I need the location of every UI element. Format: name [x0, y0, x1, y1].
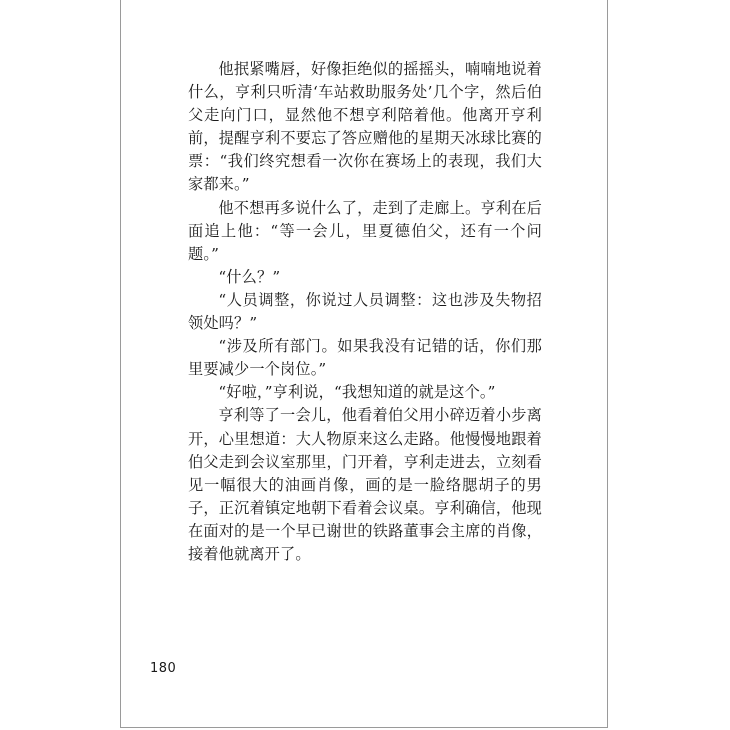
paragraph: “涉及所有部门。如果我没有记错的话，你们那里要减少一个岗位。”: [188, 337, 542, 379]
paragraph: 他不想再多说什么了，走到了走廊上。亨利在后面追上他：“等一会儿，里夏德伯父，还有一个问题。”: [188, 198, 542, 263]
paragraph: “好啦，”亨利说，“我想知道的就是这个。”: [218, 383, 496, 402]
page-number: 180: [150, 661, 177, 676]
paragraph: 他抿紧嘴唇，好像拒绝似的摇摇头，喃喃地说着什么，亨利只听清‘车站救助服务处’几个字，然后伯父走向门口，显然他不想亨利陪着他。他离开亨利前，提醒亨利不要忘了答应赠他的星期天冰球比赛的票：“我们终究想看一次你在赛场上的表现，我们大家都来。”: [188, 60, 542, 194]
body-text: [188, 58, 542, 566]
paragraph: 亨利等了一会儿，他看着伯父用小碎迈着小步离开，心里想道：大人物原来这么走路。他慢慢地跟着伯父走到会议室那里，门开着，亨利走进去，立刻看见一幅很大的油画肖像，画的是一脸络腮胡子的男子，正沉着镇定地朝下看着会议桌。亨利确信，他现在面对的是一个早已谢世的铁路董事会主席的肖像，接着他就离开了。: [188, 406, 542, 563]
paragraph: “什么？”: [218, 267, 281, 286]
paragraph: “人员调整，你说过人员调整：这也涉及失物招领处吗？”: [188, 290, 542, 333]
